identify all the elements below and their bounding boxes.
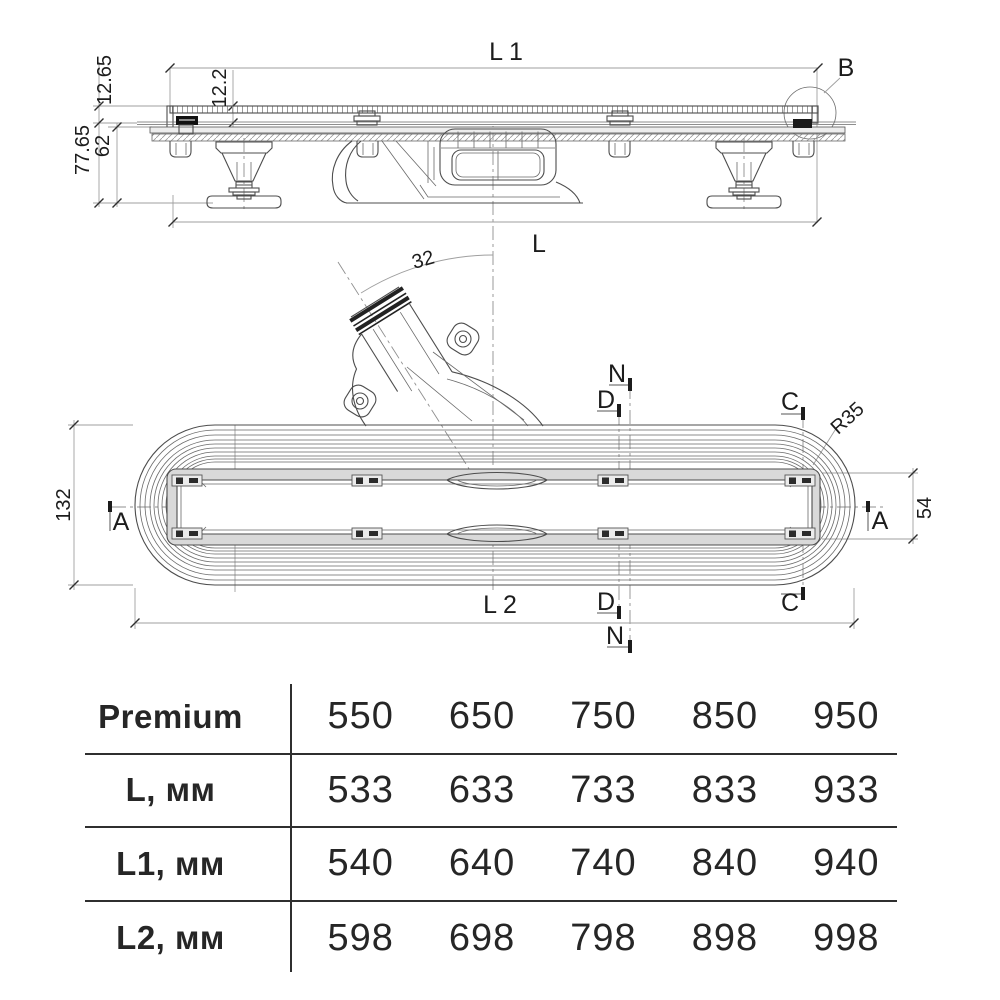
- table-cell: 698: [448, 916, 516, 959]
- angle-label-32: 32: [409, 246, 437, 274]
- table-row: [85, 755, 897, 829]
- table-cell: 933: [813, 768, 880, 811]
- section-label-c-top: C: [780, 388, 800, 416]
- dim-label-12-65: 12.65: [94, 54, 116, 106]
- plan-clip: [352, 475, 382, 486]
- table-cell: 798: [570, 916, 637, 959]
- section-label-a-left: A: [112, 508, 130, 536]
- section-label-d-bottom: D: [596, 588, 616, 616]
- table-cell: 733: [570, 768, 637, 811]
- table-cell: 950: [813, 695, 880, 738]
- table-cell: 633: [448, 768, 516, 811]
- table-cell: 598: [327, 916, 394, 959]
- section-label-n-bottom: N: [605, 622, 625, 650]
- table-cell: 533: [327, 768, 394, 811]
- dim-label-132: 132: [53, 488, 75, 522]
- plan-channel: [177, 480, 812, 534]
- dim-label-l2: L 2: [483, 591, 517, 619]
- plan-clip: [598, 528, 628, 539]
- dim-label-l1: L 1: [489, 38, 523, 66]
- dim-label-77-65: 77.65: [72, 124, 94, 176]
- table-row-label: L, мм: [125, 771, 216, 809]
- plan-clip: [785, 528, 815, 539]
- adjustable-foot-right: [707, 138, 781, 212]
- table-cell: 740: [570, 842, 637, 885]
- table-row: [85, 902, 897, 976]
- side-flange-sheet: [137, 122, 856, 125]
- side-view: [137, 106, 856, 212]
- table-vertical-divider: [290, 684, 292, 972]
- table-cell: 940: [813, 842, 880, 885]
- pipe-ear-lower: [341, 382, 380, 421]
- size-table: [85, 681, 897, 975]
- section-label-d-top: D: [596, 386, 616, 414]
- plan-clip: [598, 475, 628, 486]
- side-rail: [150, 127, 845, 133]
- outlet-pipe: [341, 287, 543, 426]
- side-clamp-right: [793, 119, 812, 128]
- table-cell: 833: [691, 768, 759, 811]
- table-cell: 750: [570, 695, 637, 738]
- dim-label-62: 62: [92, 134, 114, 158]
- table-row-label: L1, мм: [116, 844, 225, 882]
- table-cell: 898: [691, 916, 759, 959]
- plan-clip: [352, 528, 382, 539]
- plan-clip: [172, 528, 202, 539]
- table-cell: 850: [691, 695, 759, 738]
- table-cell: 540: [327, 842, 394, 885]
- side-grate: [170, 106, 818, 113]
- section-label-a-right: A: [871, 507, 889, 535]
- table-row-label: Premium: [98, 697, 243, 735]
- plan-clip: [172, 475, 202, 486]
- side-leg: [357, 141, 378, 157]
- table-cell: 640: [448, 842, 516, 885]
- table-row: [85, 681, 897, 755]
- adjustable-foot-left: [207, 138, 281, 212]
- section-label-n-top: N: [607, 360, 627, 388]
- radius-label-r35: R35: [826, 398, 869, 439]
- side-leg: [793, 141, 814, 157]
- table-cell: 650: [448, 695, 516, 738]
- table-row: [85, 828, 897, 902]
- plan-clip: [785, 475, 815, 486]
- detail-label-b: B: [837, 54, 855, 82]
- dim-label-54: 54: [914, 496, 936, 520]
- dim-label-l: L: [532, 230, 546, 258]
- dim-label-12-2: 12.2: [209, 68, 231, 108]
- centerlines: [112, 126, 884, 647]
- table-row-label: L2, мм: [116, 919, 225, 957]
- table-cell: 998: [813, 916, 880, 959]
- table-cell: 840: [691, 842, 759, 885]
- table-cell: 550: [327, 695, 394, 738]
- side-leg: [170, 141, 191, 157]
- side-hatch-strip: [152, 134, 845, 141]
- pipe-ear-upper: [444, 320, 483, 359]
- side-leg: [609, 141, 630, 157]
- section-label-c-bottom: C: [780, 589, 800, 617]
